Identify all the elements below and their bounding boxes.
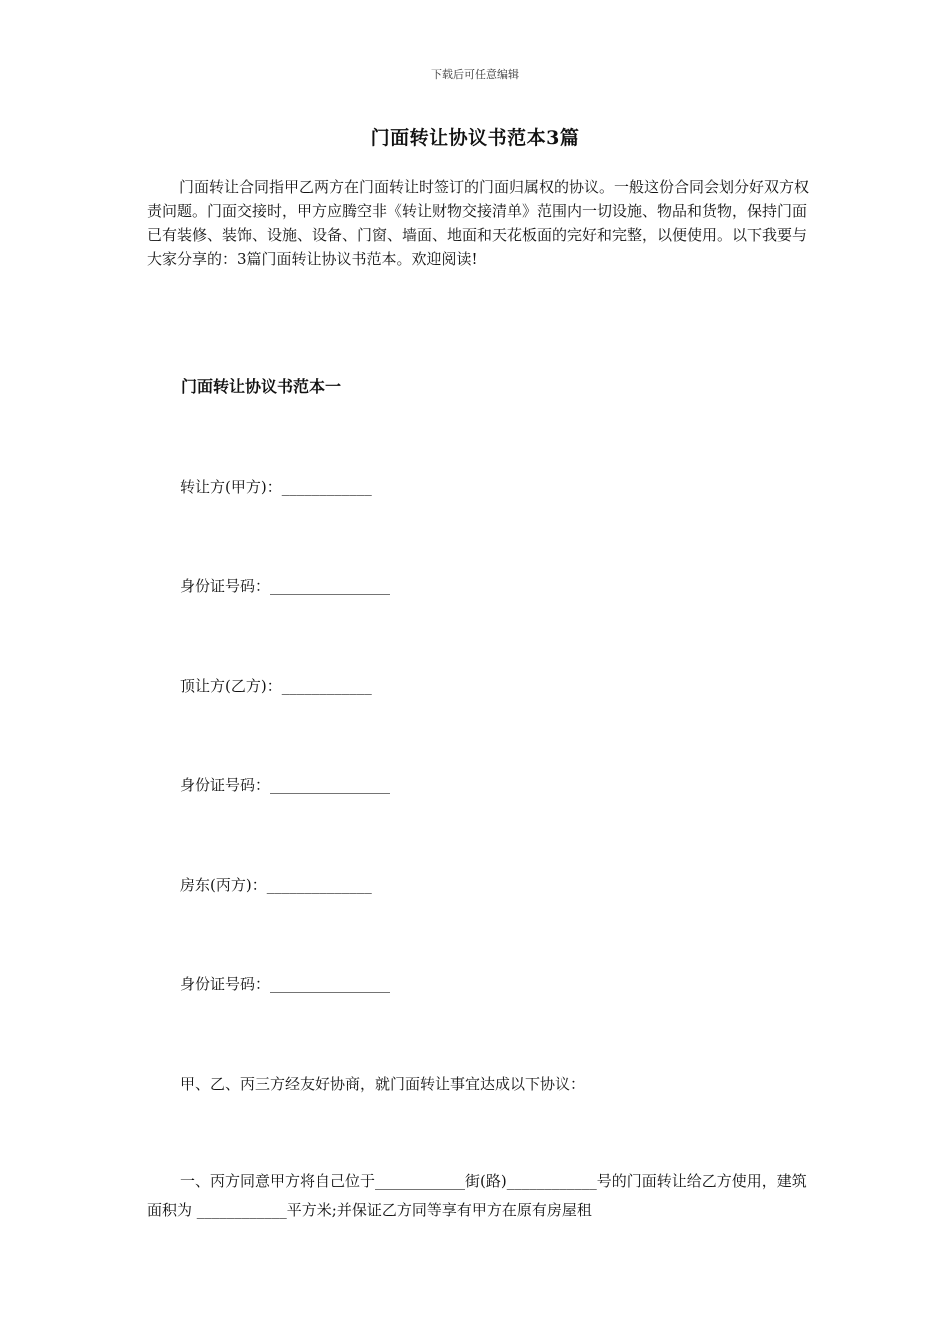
clause-one: 一、丙方同意甲方将自己位于____________街(路)____________号的门面转让给乙方使用，建筑面积为 ____________平方米;并保证乙方同等享有甲方在原有房屋租 [147,1172,807,1219]
transferor-field: 转让方(甲方)：____________ [180,478,372,496]
transferor-id-field: 身份证号码：________________ [180,577,391,595]
agreement-intro: 甲、乙、丙三方经友好协商，就门面转让事宜达成以下协议： [180,1075,586,1093]
transferee-id-field: 身份证号码：________________ [180,776,391,794]
landlord-id-field: 身份证号码：________________ [180,975,391,993]
landlord-field: 房东(丙方)：______________ [180,876,372,894]
intro-paragraph: 门面转让合同指甲乙两方在门面转让时签订的门面归属权的协议。一般这份合同会划分好双方权责问题。门面交接时，甲方应腾空非《转让财物交接清单》范围内一切设施、物品和货物，保持门面已有装修、装饰、设施、设备、门窗、墙面、地面和天花板面的完好和完整，以便使用。以下我要与大家分享的：3篇门面转让协议书范本。欢迎阅读! [147,178,810,268]
transferee-field: 顶让方(乙方)：____________ [180,677,372,695]
header-note: 下载后可任意编辑 [431,68,519,81]
document-title: 门面转让协议书范本3篇 [370,127,580,149]
section-title: 门面转让协议书范本一 [181,377,342,396]
